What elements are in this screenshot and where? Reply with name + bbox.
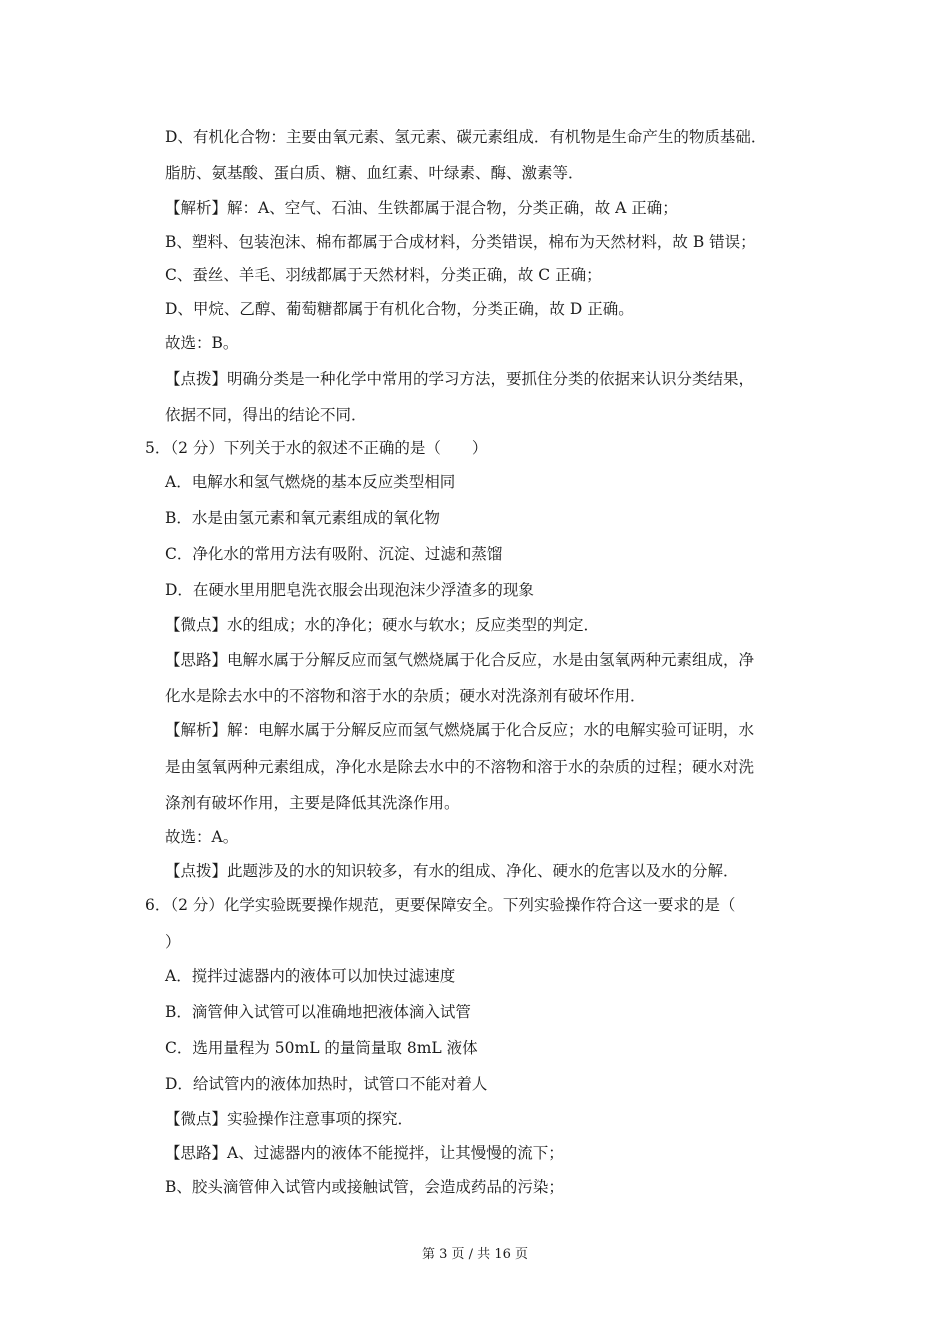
text-line: 【微点】实验操作注意事项的探究．	[165, 1110, 414, 1128]
text-line: 【微点】水的组成；水的净化；硬水与软水；反应类型的判定．	[165, 616, 600, 634]
text-line: 【点拨】明确分类是一种化学中常用的学习方法，要抓住分类的依据来认识分类结果，	[165, 370, 755, 388]
question-6-stem: 6．（2 分）化学实验既要操作规范，更要保障安全。下列实验操作符合这一要求的是（	[145, 896, 736, 914]
option-c: C．选用量程为 50mL 的量筒量取 8mL 液体	[165, 1039, 478, 1057]
text-line: B、塑料、包装泡沫、棉布都属于合成材料，分类错误，棉布为天然材料，故 B 错误；	[165, 233, 756, 251]
page-footer: 第 3 页 / 共 16 页	[422, 1247, 528, 1262]
option-a: A．电解水和氢气燃烧的基本反应类型相同	[165, 473, 456, 491]
text-line: 【思路】A、过滤器内的液体不能搅拌，让其慢慢的流下；	[165, 1144, 564, 1162]
text-line: 【解析】解：电解水属于分解反应而氢气燃烧属于化合反应；水的电解实验可证明，水	[165, 721, 755, 739]
text-line: 涤剂有破坏作用，主要是降低其洗涤作用。	[165, 794, 460, 812]
text-line: 脂肪、氨基酸、蛋白质、糖、血红素、叶绿素、酶、激素等．	[165, 164, 584, 182]
text-line: 故选：A。	[165, 828, 239, 846]
question-5-stem: 5．（2 分）下列关于水的叙述不正确的是（ ）	[145, 439, 488, 457]
text-line: 【点拨】此题涉及的水的知识较多，有水的组成、净化、硬水的危害以及水的分解．	[165, 862, 739, 880]
option-a: A．搅拌过滤器内的液体可以加快过滤速度	[165, 967, 456, 985]
option-b: B．水是由氢元素和氧元素组成的氧化物	[165, 509, 440, 527]
text-line: 依据不同，得出的结论不同．	[165, 406, 367, 424]
text-line: 故选：B。	[165, 334, 239, 352]
text-line: D、甲烷、乙醇、葡萄糖都属于有机化合物，分类正确，故 D 正确。	[165, 300, 634, 318]
text-line: ）	[165, 933, 181, 951]
text-line: 【解析】解：A、空气、石油、生铁都属于混合物，分类正确，故 A 正确；	[165, 199, 678, 217]
text-line: C、蚕丝、羊毛、羽绒都属于天然材料，分类正确，故 C 正确；	[165, 266, 602, 284]
option-c: C．净化水的常用方法有吸附、沉淀、过滤和蒸馏	[165, 545, 503, 563]
text-line: D、有机化合物：主要由氧元素、氢元素、碳元素组成．有机物是生命产生的物质基础．	[165, 128, 767, 146]
text-line: 【思路】电解水属于分解反应而氢气燃烧属于化合反应，水是由氢氧两种元素组成，净	[165, 651, 755, 669]
option-d: D．给试管内的液体加热时，试管口不能对着人	[165, 1075, 488, 1093]
text-line: 化水是除去水中的不溶物和溶于水的杂质；硬水对洗涤剂有破坏作用．	[165, 687, 646, 705]
text-line: B、胶头滴管伸入试管内或接触试管，会造成药品的污染；	[165, 1178, 564, 1196]
option-b: B．滴管伸入试管可以准确地把液体滴入试管	[165, 1003, 471, 1021]
text-line: 是由氢氧两种元素组成，净化水是除去水中的不溶物和溶于水的杂质的过程；硬水对洗	[165, 758, 755, 776]
option-d: D．在硬水里用肥皂洗衣服会出现泡沫少浮渣多的现象	[165, 581, 534, 599]
